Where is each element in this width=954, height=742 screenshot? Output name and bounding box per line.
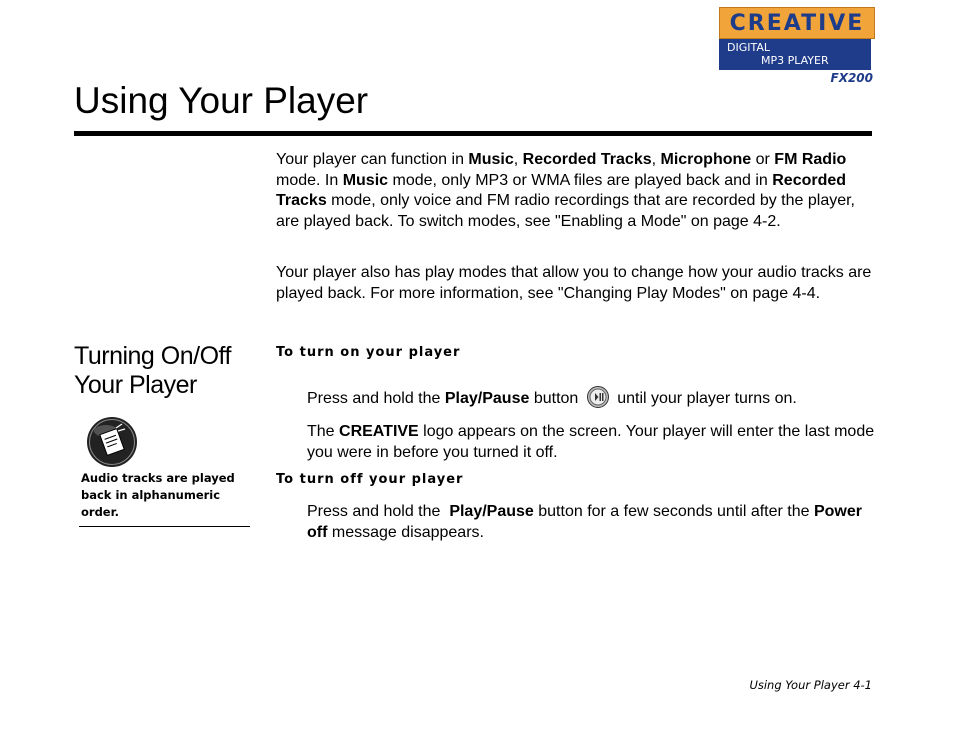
logo-line1: DIGITAL	[727, 41, 771, 54]
intro-text-1-run: mode, only voice and FM radio recordings that are recorded by the player, are played back. To switch modes, see "Enabling a Mode" on page 4-2.	[276, 192, 855, 230]
logo-brand-text: CREATIVE	[729, 10, 865, 36]
section-heading-line1: Turning On/Off	[74, 342, 231, 370]
turn-off-step-1-text-a: Press and hold the	[307, 503, 450, 520]
note-text: Audio tracks are played back in alphanumeric order.	[81, 471, 235, 519]
note-icon	[86, 416, 138, 468]
logo-product-band	[719, 39, 871, 70]
note-divider	[79, 526, 250, 527]
turn-on-step-2-text-a: The	[307, 423, 340, 440]
turn-on-step-1-text-d: until your player turns on.	[612, 390, 797, 407]
power-off-label: Power off	[307, 503, 862, 541]
turn-on-step-2	[307, 421, 877, 463]
turn-off-heading: To turn off your player	[276, 472, 464, 487]
turn-on-step-1	[307, 386, 877, 409]
section-heading-line2: Your Player	[74, 371, 197, 399]
page-footer: Using Your Player 4-1	[749, 678, 872, 692]
intro-paragraph-1	[276, 150, 874, 232]
intro-text-1-run: mode, only MP3 or WMA files are played back and in	[388, 171, 773, 189]
intro-text-1	[276, 150, 874, 232]
intro-text-2: Your player also has play modes that allow you to change how your audio tracks are played back. For more information, see "Changing Play Modes" on page 4-4.	[276, 264, 872, 302]
section-heading	[74, 342, 264, 400]
intro-paragraph-2	[276, 263, 874, 304]
intro-text-1-run: Music	[468, 151, 514, 168]
turn-off-play-pause-label: Play/Pause	[449, 503, 534, 520]
turn-on-heading: To turn on your player	[276, 345, 461, 360]
intro-text-1-run: FM Radio	[774, 151, 847, 168]
title-divider	[74, 131, 872, 136]
intro-text-1-run: Recorded Tracks	[522, 151, 652, 168]
creative-label: CREATIVE	[339, 423, 419, 440]
intro-text-1-run: Microphone	[660, 151, 752, 168]
turn-on-step-2-text-c: logo appears on the screen. Your player will enter the last mode you were in before you turned it off.	[307, 423, 875, 461]
intro-text-1-run: Recorded Tracks	[276, 171, 847, 209]
turn-on-step-1-text-c: button	[529, 390, 583, 407]
logo-model: FX200	[830, 71, 873, 85]
logo-line2: MP3 PLAYER	[761, 54, 829, 67]
turn-off-step-1	[307, 501, 877, 543]
page-title: Using Your Player	[74, 80, 369, 121]
intro-text-1-run: Your player can function in	[276, 151, 469, 168]
turn-off-step-1-text-e: message disappears.	[327, 524, 484, 541]
intro-text-1-run: or	[751, 151, 775, 168]
intro-text-1-run: ,	[651, 151, 661, 168]
creative-logo	[719, 7, 875, 85]
intro-text-1-run: mode. In	[276, 171, 343, 189]
logo-brand-band	[719, 7, 875, 39]
play-pause-button-icon	[587, 386, 609, 408]
turn-off-step-1-text-c: button for a few seconds until after the	[533, 503, 814, 520]
turn-on-play-pause-label: Play/Pause	[444, 390, 530, 407]
intro-text-1-run: ,	[513, 151, 523, 168]
intro-text-1-run: Music	[342, 171, 389, 189]
turn-on-step-1-text-a: Press and hold the	[307, 390, 445, 407]
